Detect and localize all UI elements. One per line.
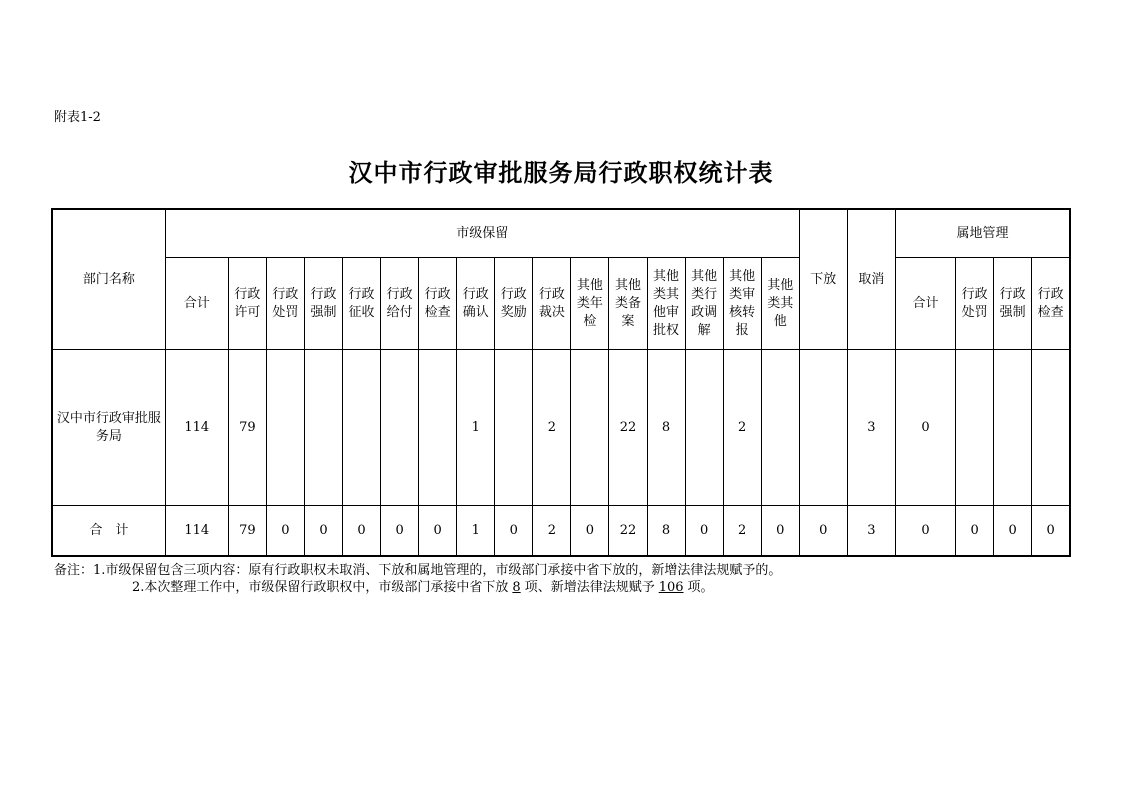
retained-col-label: 行政裁决 — [538, 286, 565, 320]
data-cell — [1032, 350, 1070, 506]
retained-col-label: 行政许可 — [234, 286, 261, 320]
document-title: 汉中市行政审批服务局行政职权统计表 — [348, 159, 774, 187]
data-cell — [761, 350, 799, 506]
retained-col-header — [647, 258, 685, 350]
cancelled-header — [847, 209, 895, 350]
total-label: 合 计 — [52, 506, 165, 557]
table-row — [52, 350, 1070, 506]
data-cell — [495, 350, 533, 506]
total-cell: 0 — [1032, 506, 1070, 557]
retained-col-label: 其他类其他 — [767, 277, 794, 329]
retained-col-header — [457, 258, 495, 350]
total-cell: 0 — [343, 506, 381, 557]
total-cell: 0 — [761, 506, 799, 557]
retained-col-header — [419, 258, 457, 350]
data-cell: 2 — [533, 350, 571, 506]
retained-col-header — [381, 258, 419, 350]
retained-col-label: 其他类备案 — [614, 277, 641, 329]
department-name-cell — [52, 350, 165, 506]
data-cell — [304, 350, 342, 506]
retained-col-label: 行政强制 — [310, 286, 337, 320]
territorial-col-label: 行政检查 — [1037, 286, 1064, 320]
retained-col-header — [343, 258, 381, 350]
retained-col-label: 其他类行政调解 — [691, 268, 718, 338]
retained-col-label: 行政给付 — [386, 286, 413, 320]
retained-col-label: 其他类年检 — [576, 277, 603, 329]
retained-col-header — [228, 258, 266, 350]
retained-col-header — [495, 258, 533, 350]
total-cell: 114 — [165, 506, 228, 557]
retained-col-label: 行政检查 — [424, 286, 451, 320]
data-cell — [956, 350, 994, 506]
total-cell: 0 — [956, 506, 994, 557]
total-cell: 0 — [266, 506, 304, 557]
data-cell: 0 — [895, 350, 955, 506]
total-cell: 8 — [647, 506, 685, 557]
total-cell: 0 — [419, 506, 457, 557]
data-cell — [685, 350, 723, 506]
delegated-header-label: 下放 — [810, 271, 837, 287]
data-cell — [266, 350, 304, 506]
total-cell: 0 — [571, 506, 609, 557]
retained-col-header — [266, 258, 304, 350]
retained-col-header — [761, 258, 799, 350]
total-cell: 0 — [895, 506, 955, 557]
note-underlined-value: 8 — [512, 580, 521, 595]
territorial-col-header — [994, 258, 1032, 350]
data-cell — [419, 350, 457, 506]
total-cell: 0 — [685, 506, 723, 557]
retained-col-header — [571, 258, 609, 350]
department-name: 汉中市行政审批服务局 — [56, 410, 161, 444]
header-row-2 — [52, 258, 1070, 350]
territorial-header: 属地管理 — [895, 209, 1070, 258]
header-row-1 — [52, 209, 1070, 258]
retained-col-header: 合计 — [165, 258, 228, 350]
total-cell: 0 — [304, 506, 342, 557]
data-cell — [994, 350, 1032, 506]
territorial-col-label: 行政处罚 — [961, 286, 988, 320]
note-line-2 — [54, 579, 781, 596]
retained-col-label: 行政确认 — [462, 286, 489, 320]
retained-col-header — [304, 258, 342, 350]
statistics-table — [51, 208, 1071, 557]
data-cell: 114 — [165, 350, 228, 506]
retained-col-label: 行政征收 — [348, 286, 375, 320]
retained-col-label: 行政奖励 — [500, 286, 527, 320]
city-retained-header: 市级保留 — [165, 209, 799, 258]
territorial-col-header — [1032, 258, 1070, 350]
total-cell: 22 — [609, 506, 647, 557]
total-cell: 0 — [994, 506, 1032, 557]
note-underlined-value: 106 — [658, 580, 684, 595]
total-cell: 2 — [723, 506, 761, 557]
data-cell — [571, 350, 609, 506]
territorial-col-header — [956, 258, 994, 350]
total-row — [52, 506, 1070, 557]
total-cell: 0 — [495, 506, 533, 557]
cancelled-header-label: 取消 — [858, 271, 885, 287]
territorial-col-label: 行政强制 — [999, 286, 1026, 320]
data-cell: 1 — [457, 350, 495, 506]
data-cell — [343, 350, 381, 506]
retained-col-label: 行政处罚 — [272, 286, 299, 320]
delegated-header — [799, 209, 847, 350]
retained-col-label: 其他类审核转报 — [729, 268, 756, 338]
total-cell: 0 — [381, 506, 419, 557]
appendix-label: 附表1-2 — [54, 110, 101, 125]
data-cell — [799, 350, 847, 506]
retained-col-label: 其他类其他审批权 — [653, 268, 680, 338]
note-line-2-text: 项、新增法律法规赋予 — [524, 580, 655, 595]
data-cell: 22 — [609, 350, 647, 506]
notes — [54, 562, 781, 596]
department-header: 部门名称 — [52, 209, 165, 350]
total-cell: 2 — [533, 506, 571, 557]
total-cell: 1 — [457, 506, 495, 557]
total-cell: 3 — [847, 506, 895, 557]
retained-col-header — [685, 258, 723, 350]
total-cell: 0 — [799, 506, 847, 557]
data-cell: 3 — [847, 350, 895, 506]
data-cell — [381, 350, 419, 506]
total-cell: 79 — [228, 506, 266, 557]
retained-col-header — [533, 258, 571, 350]
note-line-1: 备注：1.市级保留包含三项内容：原有行政职权未取消、下放和属地管理的，市级部门承接中省下放的，新增法律法规赋予的。 — [54, 563, 782, 578]
territorial-col-header: 合计 — [895, 258, 955, 350]
retained-col-header — [723, 258, 761, 350]
retained-col-header — [609, 258, 647, 350]
data-cell: 8 — [647, 350, 685, 506]
note-line-2-text: 2.本次整理工作中，市级保留行政职权中，市级部门承接中省下放 — [132, 580, 509, 595]
data-cell: 2 — [723, 350, 761, 506]
note-line-2-text: 项。 — [687, 580, 714, 595]
data-cell: 79 — [228, 350, 266, 506]
